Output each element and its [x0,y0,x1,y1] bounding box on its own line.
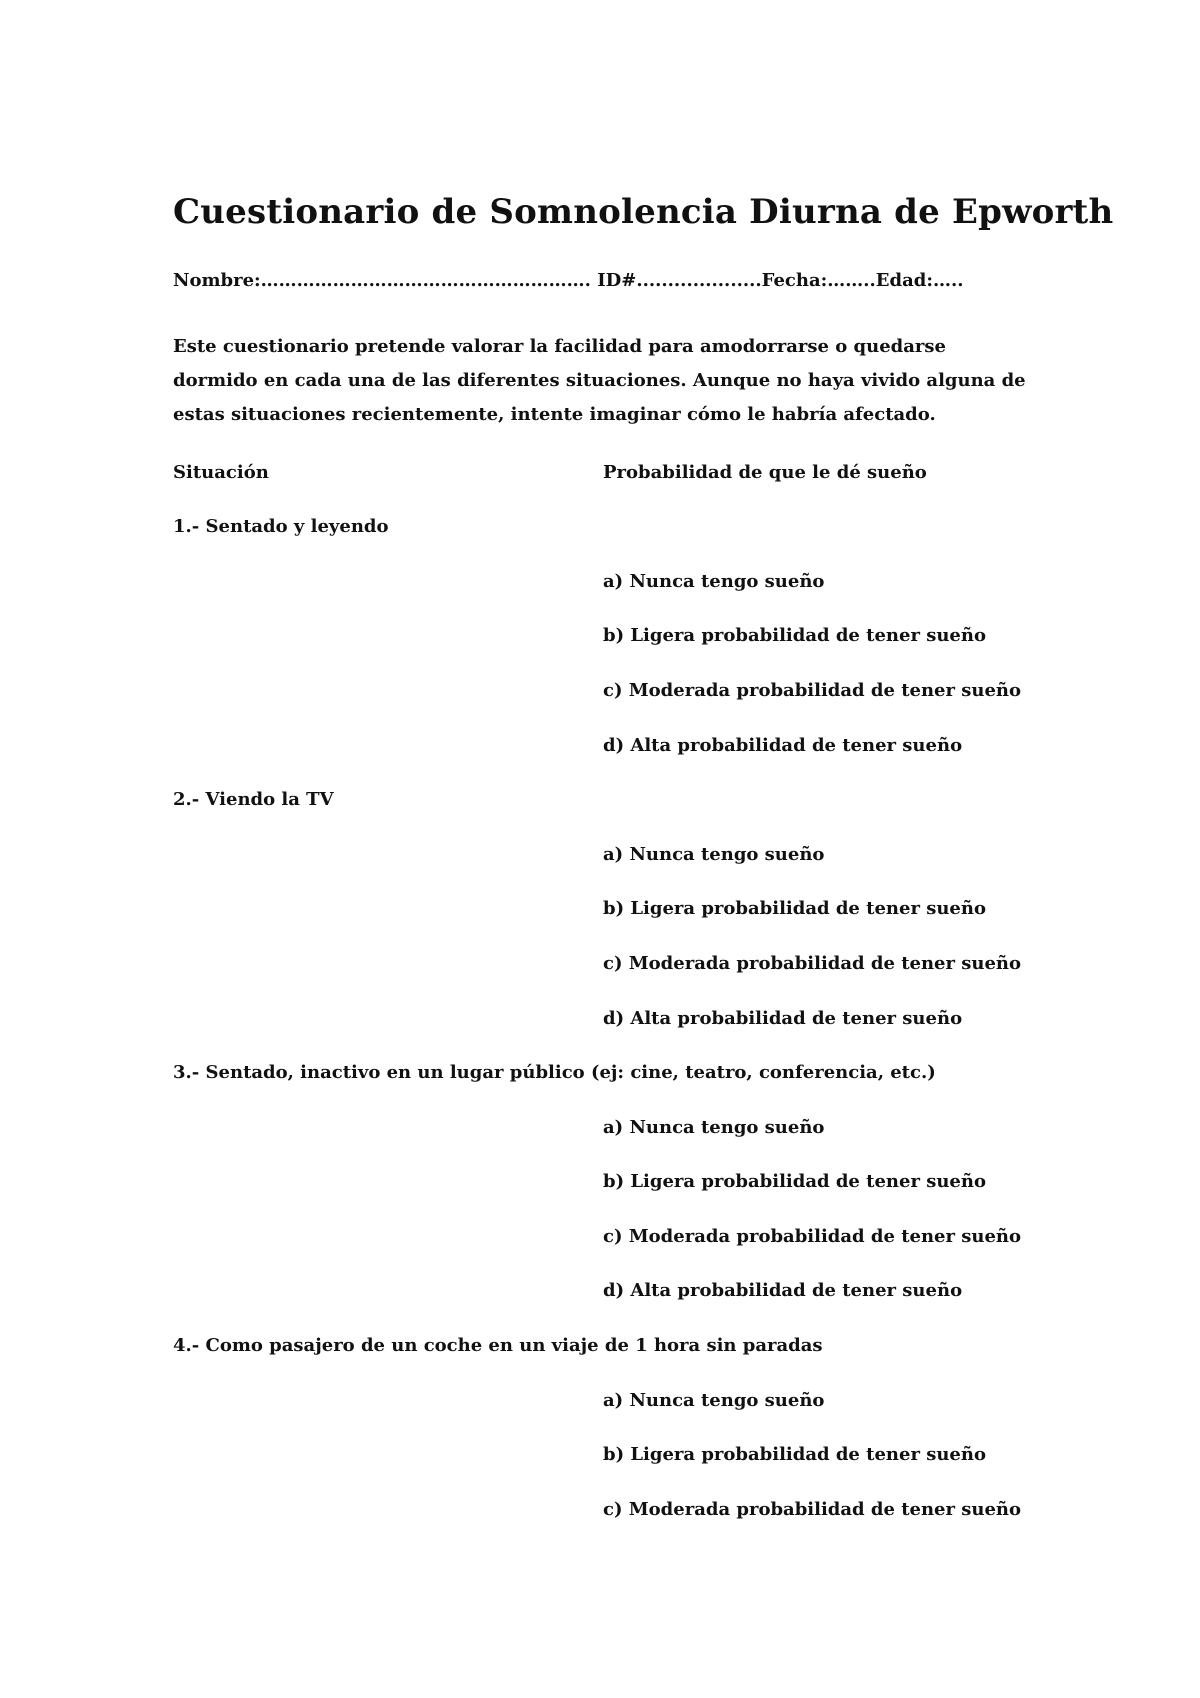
question-1-option-b: b) Ligera probabilidad de tener sueño [603,625,986,646]
question-4-option-b: b) Ligera probabilidad de tener sueño [603,1444,986,1465]
column-header-situation: Situación [173,462,269,483]
intro-paragraph: Este cuestionario pretende valorar la facilidad para amodorrarse o quedarse dormido en cada una de las diferentes situaciones. Aunque no haya vivido alguna de estas situaciones recientemente, intente imaginar cómo le habría afectado. [173,336,1026,425]
column-header-probability: Probabilidad de que le dé sueño [603,462,927,483]
question-2-label: 2.- Viendo la TV [173,789,334,810]
question-2-option-a: a) Nunca tengo sueño [603,844,825,865]
question-3-option-d: d) Alta probabilidad de tener sueño [603,1280,963,1301]
question-2-option-d: d) Alta probabilidad de tener sueño [603,1008,963,1029]
question-1-label: 1.- Sentado y leyendo [173,516,389,537]
question-4-option-c: c) Moderada probabilidad de tener sueño [603,1499,1022,1520]
page-title: Cuestionario de Somnolencia Diurna de Epworth [173,192,1114,232]
question-1-option-d: d) Alta probabilidad de tener sueño [603,735,963,756]
question-4-label: 4.- Como pasajero de un coche en un viaje de 1 hora sin paradas [173,1335,823,1356]
question-1-option-a: a) Nunca tengo sueño [603,571,825,592]
question-3-option-b: b) Ligera probabilidad de tener sueño [603,1171,986,1192]
question-2-option-b: b) Ligera probabilidad de tener sueño [603,898,986,919]
question-1-option-c: c) Moderada probabilidad de tener sueño [603,680,1022,701]
question-3-option-a: a) Nunca tengo sueño [603,1117,825,1138]
question-3-label: 3.- Sentado, inactivo en un lugar público (ej: cine, teatro, conferencia, etc.) [173,1062,936,1083]
question-2-option-c: c) Moderada probabilidad de tener sueño [603,953,1022,974]
question-4-option-a: a) Nunca tengo sueño [603,1390,825,1411]
patient-info-line: Nombre:………………………………………………. ID#....................Fecha:……..Edad:….. [173,270,964,291]
question-3-option-c: c) Moderada probabilidad de tener sueño [603,1226,1022,1247]
